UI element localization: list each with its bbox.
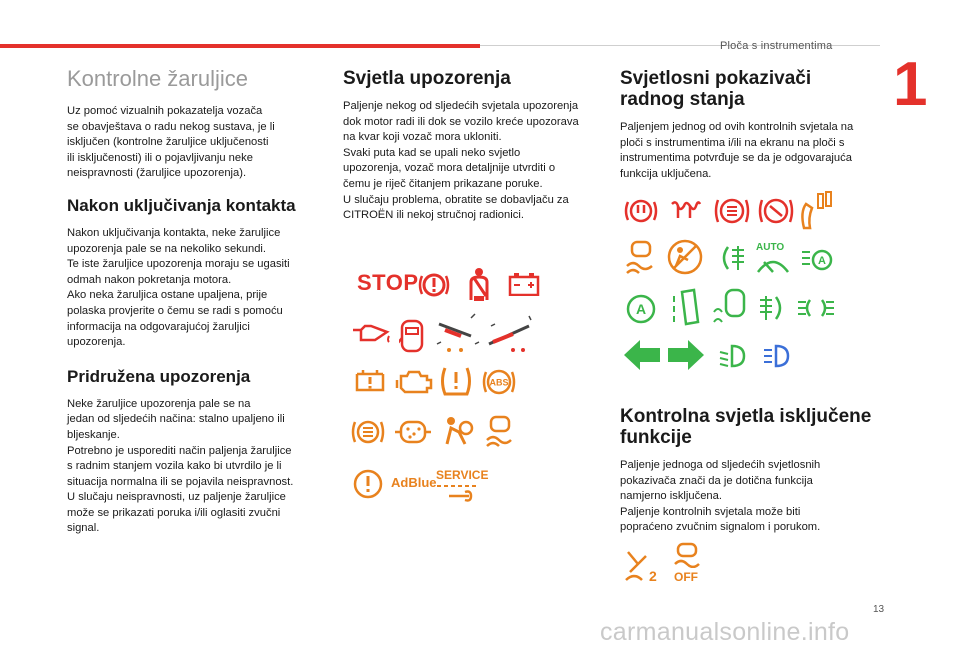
side-lights-icon xyxy=(796,296,836,320)
svg-text:ABS: ABS xyxy=(489,377,509,388)
warning-icons xyxy=(343,260,603,520)
column-indicators xyxy=(620,62,876,182)
steering-fault-icon xyxy=(351,468,385,500)
column-off-indicators xyxy=(620,406,876,536)
esp-off-label: OFF xyxy=(674,570,698,584)
header-accent-bar xyxy=(0,44,480,48)
engine-check-icon xyxy=(395,368,433,396)
turn-left-indicator-icon xyxy=(622,338,662,372)
chapter-number: 1 xyxy=(893,50,928,119)
door-open-icon xyxy=(399,318,425,354)
lane-off-number: 2 xyxy=(649,568,657,584)
off-indicators-heading: Kontrolna svjetla isključene funkcije xyxy=(620,406,872,448)
stop-label: STOP xyxy=(357,270,419,295)
off-indicators-paragraph: Paljenje jednoga od sljedećih svjetlosnih pokazivača znači da je dotična funkcija namjerno isključena. Paljenje kontrolnih svjetala može biti popraćeno zvučnim signalom i porukom. xyxy=(620,459,821,534)
auto-wiper-icon xyxy=(756,254,790,276)
associated-heading: Pridružena upozorenja xyxy=(67,366,251,386)
brake-pads-icon xyxy=(351,416,385,448)
temperature-gauge-icon xyxy=(431,312,483,358)
engine-fault-icon xyxy=(353,368,387,396)
battery-icon xyxy=(508,272,540,296)
airbag-icon xyxy=(441,414,475,448)
front-fog-light-icon xyxy=(756,294,788,322)
column-intro xyxy=(67,62,317,537)
brake-fault-icon xyxy=(624,196,658,226)
section-title: Ploča s instrumentima xyxy=(720,40,833,52)
coolant-temperature-icon xyxy=(483,312,539,358)
hill-descent-icon xyxy=(670,288,704,328)
off-indicator-icons xyxy=(616,540,736,590)
service-label: SERVICE xyxy=(436,468,489,482)
seatbelt-icon xyxy=(465,266,493,302)
auto-wiper-label: AUTO xyxy=(756,242,785,253)
traction-control-icon xyxy=(710,288,750,328)
rear-fog-light-icon xyxy=(716,244,748,272)
abs-icon xyxy=(481,366,517,398)
main-beam-icon xyxy=(760,344,792,368)
turn-right-indicator-icon xyxy=(666,338,706,372)
adblue-label: AdBlue xyxy=(391,475,437,490)
esp-off-icon xyxy=(672,542,702,568)
associated-paragraph: Neke žaruljice upozorenja pale se na jedan od sljedećih načina: stalno upaljeno ili bljeskanje. Potrebno je usporediti način paljenja žaruljice s radnim stanjem vozila kako bi utvrdilo je li situacija normalna ili se pojavila neispravnost. U slučaju neispravnosti, uz paljenje žaruljice može se prikazati poruka i/ili oglasiti zvučni signal. xyxy=(67,397,294,535)
svg-text:A: A xyxy=(818,255,826,267)
esp-active-icon xyxy=(624,240,658,276)
airbag-off-icon xyxy=(666,238,704,276)
parking-brake-pad-icon xyxy=(714,194,750,228)
esp-skid-icon xyxy=(483,414,517,448)
particle-filter-icon xyxy=(393,418,433,446)
ignition-paragraph: Nakon uključivanja kontakta, neke žaruljice upozorenja pale se na nekoliko sekundi. Te iste žaruljice upozorenja moraju se ugasiti odmah nakon pokretanja motora. Ako neka žaruljica ostane upaljena, prije polaska provjerite o čemu se radi s pomoću informacija na odgovarajućoj žaruljici upozorenja. xyxy=(67,226,290,349)
electric-brake-icon xyxy=(758,194,794,228)
stop-start-icon xyxy=(624,292,658,326)
column-warnings xyxy=(343,62,599,224)
ignition-heading: Nakon uključivanja kontakta xyxy=(67,195,296,215)
svg-text:A: A xyxy=(635,301,647,317)
foot-on-brake-icon xyxy=(798,188,834,230)
tyre-pressure-icon xyxy=(439,364,473,398)
dipped-beam-icon xyxy=(716,344,748,368)
indicators-paragraph: Paljenjem jednog od ovih kontrolnih svjetala na ploči s instrumentima i/ili na ekranu na ploči s instrumentima potvrđuje se da je odgovarajuća funkcija uključena. xyxy=(620,121,854,180)
oil-pressure-icon xyxy=(351,322,391,344)
page-number: 13 xyxy=(873,604,885,615)
glow-plug-icon xyxy=(668,198,702,222)
page-title: Kontrolne žaruljice xyxy=(67,66,248,91)
watermark: carmanualsonline.info xyxy=(600,618,850,646)
warnings-paragraph: Paljenje nekog od sljedećih svjetala upozorenja dok motor radi ili dok se vozilo kreće upozorava na kvar koji vozač mora ukloniti. Svaki puta kad se upali neko svjetlo upozorenja, vozač mora detaljnije utvrditi o čemu je riječ čitanjem prikazane poruke. U slučaju problema, obratite se dobavljaču za CITROËN ili nekoj stručnoj radionici. xyxy=(343,100,579,222)
auto-high-beam-icon xyxy=(796,246,834,274)
service-wrench-icon xyxy=(435,482,479,504)
indicator-icons xyxy=(616,186,876,386)
warnings-heading: Svjetla upozorenja xyxy=(343,68,511,89)
indicators-heading: Svjetlosni pokazivači radnog stanja xyxy=(620,68,812,110)
intro-paragraph: Uz pomoć vizualnih pokazatelja vozača se obavještava o radu nekog sustava, je li isključen (kontrolne žaruljice uključenosti ili isključenosti) ili o pojavljivanju neke neispravnosti (žaruljice upozorenja). xyxy=(67,105,275,180)
brake-warning-icon xyxy=(418,270,450,300)
